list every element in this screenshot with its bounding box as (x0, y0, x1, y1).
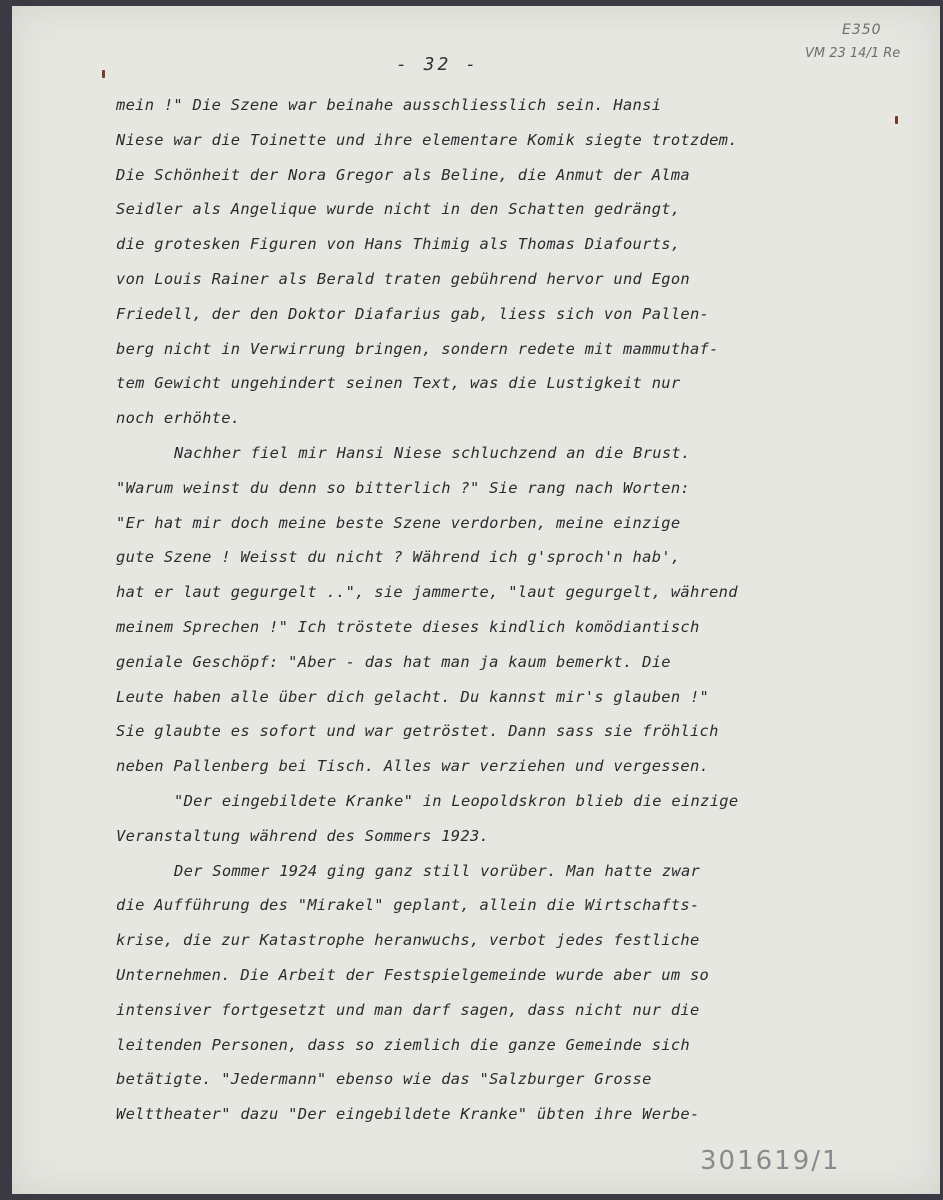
text-line: intensiver fortgesetzt und man darf sagen, dass nicht nur die (116, 1000, 700, 1019)
text-line: die Aufführung des "Mirakel" geplant, allein die Wirtschafts- (116, 896, 700, 915)
text-line: Nachher fiel mir Hansi Niese schluchzend an die Brust. (174, 443, 691, 462)
text-line: geniale Geschöpf: "Aber - das hat man ja kaum bemerkt. Die (116, 652, 671, 671)
text-line: "Er hat mir doch meine beste Szene verdorben, meine einzige (116, 513, 681, 532)
text-line: berg nicht in Verwirrung bringen, sondern redete mit mammuthaf- (116, 339, 719, 358)
text-line: leitenden Personen, dass so ziemlich die ganze Gemeinde sich (116, 1035, 690, 1054)
text-line: Unternehmen. Die Arbeit der Festspielgemeinde wurde aber um so (116, 965, 710, 984)
typewritten-text (116, 88, 896, 1132)
archive-code: E350 (842, 22, 882, 38)
text-line: gute Szene ! Weisst du nicht ? Während ich g'sproch'n hab', (116, 548, 681, 567)
archive-folio-number: 301619/1 (700, 1146, 841, 1176)
text-line: Veranstaltung während des Sommers 1923. (116, 826, 490, 845)
text-line: Leute haben alle über dich gelacht. Du kannst mir's glauben !" (116, 687, 710, 706)
text-line: Niese war die Toinette und ihre elementare Komik siegte trotzdem. (116, 130, 738, 149)
text-line: Welttheater" dazu "Der eingebildete Kranke" übten ihre Werbe- (116, 1105, 700, 1124)
text-line: "Der eingebildete Kranke" in Leopoldskron blieb die einzige (174, 791, 739, 810)
text-line: Seidler als Angelique wurde nicht in den Schatten gedrängt, (116, 200, 681, 219)
text-line: noch erhöhte. (116, 409, 241, 428)
text-line: von Louis Rainer als Berald traten gebührend hervor und Egon (116, 269, 690, 288)
text-line: Friedell, der den Doktor Diafarius gab, liess sich von Pallen- (116, 304, 710, 323)
text-line: Die Schönheit der Nora Gregor als Beline, die Anmut der Alma (116, 165, 690, 184)
text-line: mein !" Die Szene war beinahe ausschliesslich sein. Hansi (116, 96, 662, 114)
ink-mark (102, 70, 105, 78)
text-line: tem Gewicht ungehindert seinen Text, was die Lustigkeit nur (116, 374, 681, 393)
text-line: "Warum weinst du denn so bitterlich ?" Sie rang nach Worten: (116, 478, 690, 497)
page-number: - 32 - (396, 54, 480, 75)
text-line: hat er laut gegurgelt ..", sie jammerte, "laut gegurgelt, während (116, 583, 738, 602)
text-line: Der Sommer 1924 ging ganz still vorüber. Man hatte zwar (174, 861, 701, 880)
text-line: meinem Sprechen !" Ich tröstete dieses kindlich komödiantisch (116, 617, 700, 636)
text-line: neben Pallenberg bei Tisch. Alles war verziehen und vergessen. (116, 757, 710, 776)
text-line: betätigte. "Jedermann" ebenso wie das "Salzburger Grosse (116, 1070, 652, 1089)
archive-signature: VM 23 14/1 Re (805, 46, 901, 61)
text-line: die grotesken Figuren von Hans Thimig als Thomas Diafourts, (116, 235, 681, 254)
text-line: krise, die zur Katastrophe heranwuchs, verbot jedes festliche (116, 931, 700, 950)
text-line: Sie glaubte es sofort und war getröstet. Dann sass sie fröhlich (116, 722, 719, 741)
